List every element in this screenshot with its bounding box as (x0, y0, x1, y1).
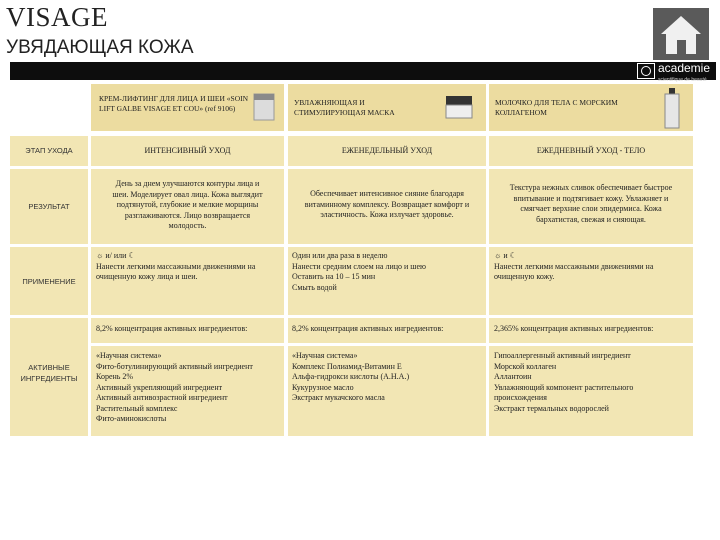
result-line: шеи. Моделирует овал лица. Кожа выглядит (112, 189, 263, 199)
ingredient-line: Активный укрепляющий ингредиент (96, 382, 223, 392)
ingredient-line: Фито-аминокислоты (96, 414, 167, 423)
application-line: очищенную кожу. (494, 272, 555, 281)
ingredient-line: Гипоаллергенный активный ингредиент (494, 351, 631, 360)
ingredient-line: Активный антивозрастной ингредиент (96, 393, 228, 402)
ingredient-line: Альфа-гидрокси кислоты (А.Н.А.) (292, 372, 410, 381)
ingredient-line: Растительный комплекс (96, 403, 178, 413)
column-header-1 (91, 84, 284, 131)
application-line: Нанести средним слоем на лицо и шею (292, 261, 426, 271)
application-line: Один или два раза в неделю (292, 251, 388, 260)
column-header-2 (288, 84, 486, 131)
result-cell-2 (288, 169, 486, 244)
result-line: молодость. (168, 221, 207, 230)
result-line: День за днем улучшаются контуры лица и (115, 179, 260, 188)
ingredients-cell-1 (91, 346, 284, 436)
ingredient-line: Комплекс Полиамид-Витамин Е (292, 361, 402, 371)
column-title: МОЛОЧКО ДЛЯ ТЕЛА С МОРСКИМ КОЛЛАГЕНОМ (495, 98, 618, 117)
row-label-stage: ЭТАП УХОДА (10, 136, 88, 166)
mask-jar-icon (444, 94, 474, 120)
application-line: Нанести легкими массажными движениями на (96, 261, 256, 271)
result-cell-3 (489, 169, 693, 244)
result-line: бархатистая, свежая и сияющая. (536, 214, 646, 224)
application-line: Оставить на 10 – 15 мин (292, 272, 376, 281)
application-line: ☼ и/ или ☾ (96, 251, 136, 260)
ingredient-line: Морской коллаген (494, 361, 557, 371)
stage-cell-3: ЕЖЕДНЕВНЫЙ УХОД - ТЕЛО (489, 136, 693, 166)
academie-logo (637, 61, 710, 83)
ingredient-line: «Научная система» (292, 351, 358, 360)
ingredient-line: Увлажняющий компонент растительного (494, 382, 634, 392)
cream-jar-icon (251, 90, 277, 124)
ingredient-line: Корень 2% (96, 372, 134, 381)
concentration-cell-1: 8,2% концентрация активных ингредиентов: (91, 318, 284, 343)
ingredient-line: Аллантоин (494, 372, 532, 381)
ingredients-cell-2 (288, 346, 486, 436)
application-cell-3 (489, 247, 693, 315)
column-title: УВЛАЖНЯЮЩАЯ И СТИМУЛИРУЮЩАЯ МАСКА (294, 98, 395, 117)
academie-logo-tagline: scientifique de beauté (657, 77, 707, 83)
application-line: очищенную кожу лица и шеи. (96, 272, 198, 281)
ingredient-line: «Научная система» (96, 351, 162, 360)
column-title: КРЕМ-ЛИФТИНГ ДЛЯ ЛИЦА И ШЕИ «SOIN LIFT GALBE VISAGE ET COU» (ref 9106) (99, 94, 249, 113)
result-line: подтянутой, глубокие и мелкие морщины (116, 200, 259, 209)
page-subtitle: УВЯДАЮЩАЯ КОЖА (6, 37, 194, 58)
ingredient-line: Кукурузное масло (292, 382, 354, 392)
row-label-application: ПРИМЕНЕНИЕ (10, 247, 88, 315)
application-cell-2 (288, 247, 486, 315)
result-line: эластичность. Кожа излучает здоровье. (320, 210, 454, 219)
application-line: Нанести легкими массажными движениями на (494, 261, 654, 271)
house-logo-icon (653, 8, 709, 60)
result-line: Обеспечивает интенсивное сияние благодаря (310, 189, 464, 198)
ingredient-line: Экстракт термальных водорослей (494, 403, 609, 413)
brand-title: VISAGE (6, 2, 108, 32)
academie-logo-name: academie (657, 61, 710, 75)
row-label-result: РЕЗУЛЬТАТ (10, 169, 88, 244)
body-milk-bottle-icon (663, 87, 681, 129)
column-header-3 (489, 84, 693, 131)
concentration-cell-2: 8,2% концентрация активных ингредиентов: (288, 318, 486, 343)
result-line: смягчает верхние слои эпидермиса. Кожа (520, 204, 662, 213)
row-label-ingredients: АКТИВНЫЕ ИНГРЕДИЕНТЫ (10, 318, 88, 436)
stage-cell-2: ЕЖЕНЕДЕЛЬНЫЙ УХОД (288, 136, 486, 166)
result-line: витаминному комплексу. Возвращает комфорт и (304, 199, 470, 209)
ingredient-line: происхождения (494, 393, 547, 402)
ingredient-line: Экстракт мукачского масла (292, 393, 385, 402)
application-line: ☼ и ☾ (494, 251, 517, 260)
ingredient-line: Фито-ботулинирующий активный ингредиент (96, 361, 253, 371)
result-line: впитывание и подтягивает кожу. Увлажняет и (513, 193, 669, 203)
academie-logo-icon (637, 63, 655, 79)
concentration-cell-3: 2,365% концентрация активных ингредиентов: (489, 318, 693, 343)
stage-cell-1: ИНТЕНСИВНЫЙ УХОД (91, 136, 284, 166)
result-line: Текстура нежных сливок обеспечивает быстрое (509, 183, 673, 192)
ingredients-cell-3 (489, 346, 693, 436)
result-line: разглаживаются. Лицо возвращается (124, 210, 251, 220)
application-cell-1 (91, 247, 284, 315)
application-line: Смыть водой (292, 282, 337, 292)
header-bar (10, 61, 716, 83)
result-cell-1 (91, 169, 284, 244)
